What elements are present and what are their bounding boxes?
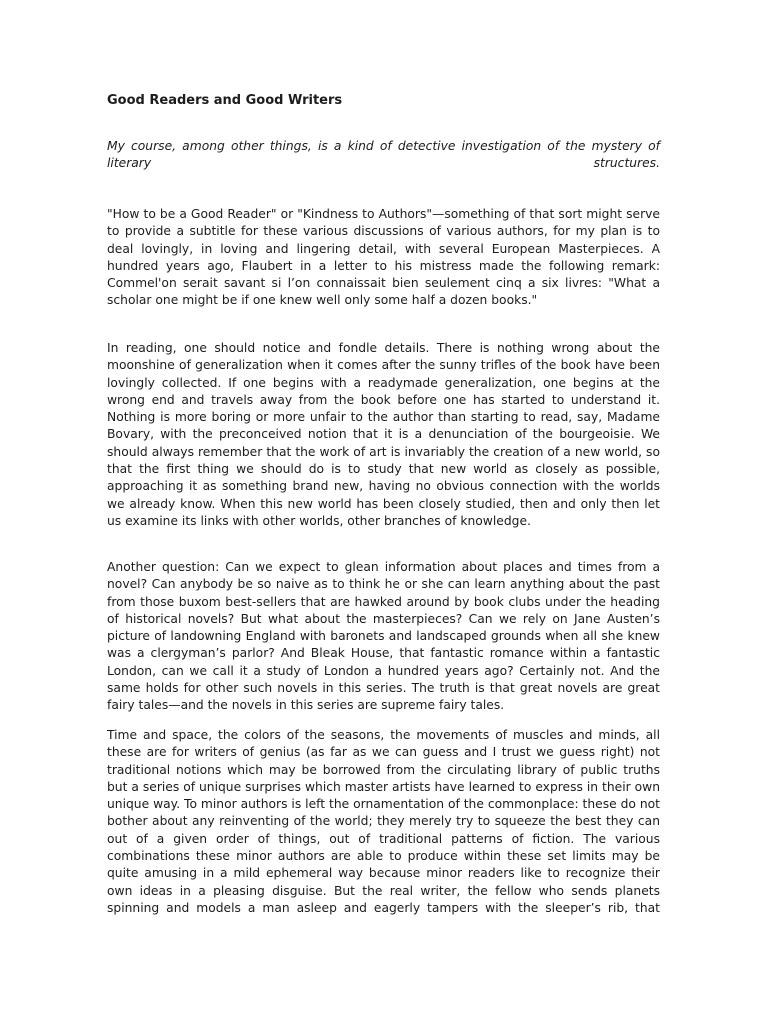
paragraph-1: "How to be a Good Reader" or "Kindness to Authors"—something of that sort might serve to provide a subtitle for these various discussions of various authors, for my plan is to deal lovingly, in loving and lingering detail, with several European Masterpieces. A hundred years ago, Flaubert in a letter to his mistress made the following remark: Commel'on serait savant si l’on connaissait bien seulement cinq a six livres: "What a scholar one might be if one knew well only some half a dozen books." [107,207,660,308]
document-subtitle: My course, among other things, is a kind of detective investigation of the mystery of literary structures. [107,139,660,171]
paragraph-3: Another question: Can we expect to glean information about places and times from a novel? Can anybody be so naive as to think he or she can learn anything about the past from those buxom best-sellers that are hawked around by book clubs under the heading of historical novels? But what about the masterpieces? Can we rely on Jane Austen’s picture of landowning England with baronets and landscaped grounds when all she knew was a clergyman’s parlor? And Bleak House, that fantastic romance within a fantastic London, can we call it a study of London a hundred years ago? Certainly not. And the same holds for other such novels in this series. The truth is that great novels are great fairy tales—and the novels in this series are supreme fairy tales. [107,560,660,713]
paragraph-2: In reading, one should notice and fondle details. There is nothing wrong about the moonshine of generalization when it comes after the sunny trifles of the book have been lovingly collected. If one begins with a readymade generalization, one begins at the wrong end and travels away from the book before one has started to understand it. Nothing is more boring or more unfair to the author than starting to read, say, Madame Bovary, with the preconceived notion that it is a denunciation of the bourgeoisie. We should always remember that the work of art is invariably the creation of a new world, so that the first thing we should do is to study that new world as closely as possible, approaching it as something brand new, having no obvious connection with the worlds we already know. When this new world has been closely studied, then and only then let us examine its links with other worlds, other branches of knowledge. [107,341,660,528]
paragraph-4: Time and space, the colors of the seasons, the movements of muscles and minds, all these are for writers of genius (as far as we can guess and I trust we guess right) not traditional notions which may be borrowed from the circulating library of public truths but a series of unique surprises which master artists have learned to express in their own unique way. To minor authors is left the ornamentation of the commonplace: these do not bother about any reinventing of the world; they merely try to squeeze the best they can out of a given order of things, out of traditional patterns of fiction. The various combinations these minor authors are able to produce within these set limits may be quite amusing in a mild ephemeral way because minor readers like to recognize their own ideas in a pleasing disguise. But the real writer, the fellow who sends planets spinning and models a man asleep and eagerly tampers with the sleeper’s rib, that [107,728,660,915]
document-title: Good Readers and Good Writers [107,93,343,108]
